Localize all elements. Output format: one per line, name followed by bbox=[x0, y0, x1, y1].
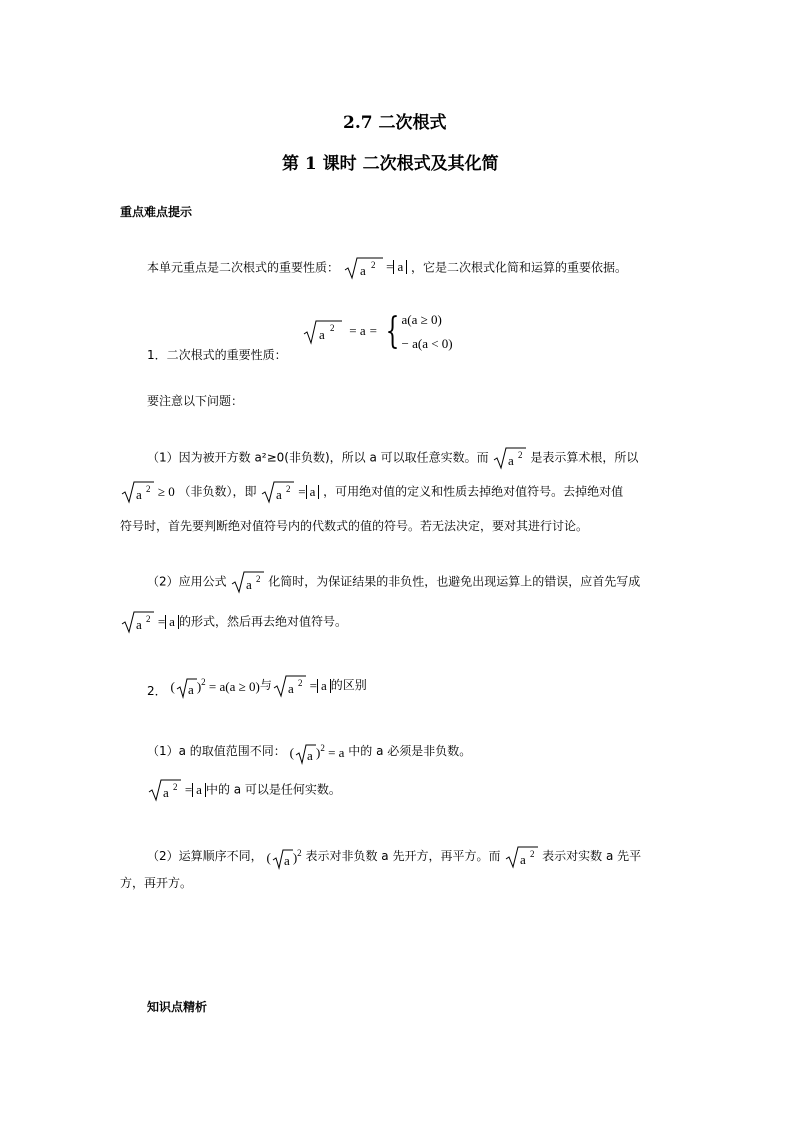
equals-sign: = bbox=[157, 614, 166, 629]
svg-text:2: 2 bbox=[256, 574, 261, 584]
radical-sqrt-a2 bbox=[120, 610, 154, 634]
svg-text:a: a bbox=[276, 487, 283, 502]
radical-sqrt-a2 bbox=[120, 480, 154, 504]
radical-sqrt-a2 bbox=[230, 570, 264, 594]
radicand-a: a bbox=[359, 263, 366, 278]
p2-text-c: 的形式，然后再去绝对值符号。 bbox=[178, 614, 347, 629]
radical-sqrt-a2 bbox=[343, 256, 383, 280]
p1-text-e: ，可用绝对值的定义和性质去掉绝对值符号。去掉绝对值 bbox=[323, 484, 624, 499]
equals-sign: = bbox=[184, 782, 193, 797]
p2-text-a: （2）应用公式 bbox=[147, 574, 227, 589]
p4-text-c: 表示对实数 a 先平 bbox=[542, 849, 642, 864]
item2-mid-text: 与 bbox=[259, 678, 272, 693]
item2-line bbox=[147, 672, 367, 701]
svg-text:2: 2 bbox=[297, 677, 303, 688]
p1-text-b: 是表示算术根，所以 bbox=[530, 450, 639, 465]
notice-text: 要注意以下问题： bbox=[147, 394, 244, 408]
svg-text:2: 2 bbox=[286, 484, 291, 494]
svg-text:a: a bbox=[283, 853, 290, 869]
radical-sqrt-a2 bbox=[504, 845, 538, 869]
page-subtitle: 第 1 课时 二次根式及其化简 bbox=[282, 154, 499, 174]
p4-text-a: （2）运算顺序不同， bbox=[147, 849, 263, 864]
formula-paren-sqrt-a-squared: ( a )$^2$ = a bbox=[289, 743, 345, 764]
formula-paren-sqrt-a-squared: ( a )$^2$ = a(a ≥ 0) bbox=[170, 677, 260, 698]
piecewise-lhs bbox=[302, 319, 377, 345]
p3-line1 bbox=[147, 738, 471, 765]
intro-paragraph bbox=[147, 256, 627, 280]
geq-zero: ≥ 0 bbox=[157, 484, 175, 499]
radical-sqrt-a2 bbox=[302, 319, 342, 345]
formula-piecewise bbox=[302, 308, 453, 356]
svg-text:a: a bbox=[136, 617, 142, 632]
radical-sqrt-a2 bbox=[147, 778, 181, 802]
svg-text:a: a bbox=[163, 785, 169, 800]
p4-text-b: 表示对非负数 a 先开方，再平方。而 bbox=[305, 849, 501, 864]
svg-text:a: a bbox=[508, 453, 515, 468]
p2-line1 bbox=[147, 570, 640, 594]
p4-line2: 方，再开方。 bbox=[120, 876, 193, 890]
case-negative: − a(a < 0) bbox=[401, 336, 453, 351]
abs-value-a: a bbox=[192, 783, 206, 797]
p1-line1 bbox=[147, 446, 638, 470]
equals-sign: = bbox=[309, 677, 318, 693]
svg-text:2: 2 bbox=[330, 323, 335, 333]
equals-a: = a bbox=[349, 322, 366, 338]
radical-sqrt-a bbox=[294, 743, 316, 765]
svg-text:a: a bbox=[287, 680, 294, 696]
piecewise-cases bbox=[402, 308, 453, 356]
p3-text-c: 中的 a 可以是任何实数。 bbox=[205, 782, 341, 797]
svg-text:a: a bbox=[319, 327, 325, 342]
p1-line3: 符号时，首先要判断绝对值符号内的代数式的值的符号。若无法决定，要对其进行讨论。 bbox=[120, 519, 589, 533]
formula-paren-sqrt-a-squared: ( a )$^2$ bbox=[266, 848, 302, 869]
p2-text-b: 化简时，为保证结果的非负性，也避免出现运算上的错误，应首先写成 bbox=[268, 574, 641, 589]
intro-text-after: ，它是二次根式化简和运算的重要依据。 bbox=[411, 260, 628, 275]
item2-end-text: 的区别 bbox=[330, 678, 367, 693]
svg-text:a: a bbox=[246, 577, 253, 592]
abs-value-a: a bbox=[165, 615, 179, 629]
svg-text:2: 2 bbox=[146, 484, 151, 494]
condition-text: = a(a ≥ 0) bbox=[208, 679, 260, 694]
item1-label: 1．二次根式的重要性质： bbox=[147, 348, 287, 362]
abs-value-a: a bbox=[306, 485, 320, 499]
svg-text:2: 2 bbox=[530, 848, 535, 859]
equals-sign: = bbox=[386, 258, 394, 274]
p4-line1 bbox=[147, 843, 641, 870]
formula-sqrt-a2-abs-a bbox=[343, 256, 407, 280]
intro-text-before: 本单元重点是二次根式的重要性质： bbox=[147, 260, 340, 275]
equals-sign: = bbox=[369, 322, 377, 338]
p1-text-d: （非负数），即 bbox=[178, 484, 257, 499]
section-heading-key-points: 重点难点提示 bbox=[120, 205, 193, 219]
p1-text-a: （1）因为被开方数 a²≥0(非负数)，所以 a 可以取任意实数。而 bbox=[147, 450, 489, 465]
svg-text:2: 2 bbox=[518, 450, 523, 460]
page-title: 2.7 二次根式 bbox=[343, 113, 447, 133]
svg-text:a: a bbox=[306, 748, 313, 764]
svg-text:2: 2 bbox=[146, 614, 151, 624]
section-heading-knowledge: 知识点精析 bbox=[147, 1000, 208, 1014]
abs-value-a: a bbox=[317, 679, 331, 693]
radical-sqrt-a2 bbox=[260, 480, 294, 504]
radical-sqrt-a2 bbox=[492, 446, 526, 470]
radical-sqrt-a bbox=[175, 677, 197, 699]
equals-a: = a bbox=[328, 745, 345, 760]
svg-text:a: a bbox=[520, 851, 527, 867]
equals-sign: = bbox=[298, 484, 306, 499]
svg-text:a: a bbox=[136, 487, 142, 502]
svg-text:a: a bbox=[187, 682, 194, 698]
svg-text:2: 2 bbox=[173, 782, 178, 792]
case-nonnegative: a(a ≥ 0) bbox=[401, 312, 442, 327]
p3-line2 bbox=[147, 778, 341, 802]
p1-line2 bbox=[120, 480, 623, 504]
svg-text:2: 2 bbox=[370, 260, 376, 270]
p3-text-b: 中的 a 必须是非负数。 bbox=[348, 744, 472, 759]
radical-sqrt-a bbox=[271, 848, 293, 870]
p2-line2 bbox=[120, 610, 347, 634]
p3-text-a: （1）a 的取值范围不同： bbox=[147, 744, 286, 759]
left-brace: { bbox=[385, 311, 400, 352]
item2-label: 2． bbox=[147, 684, 167, 699]
abs-value-a: a bbox=[393, 260, 407, 274]
radical-sqrt-a2 bbox=[272, 674, 306, 698]
